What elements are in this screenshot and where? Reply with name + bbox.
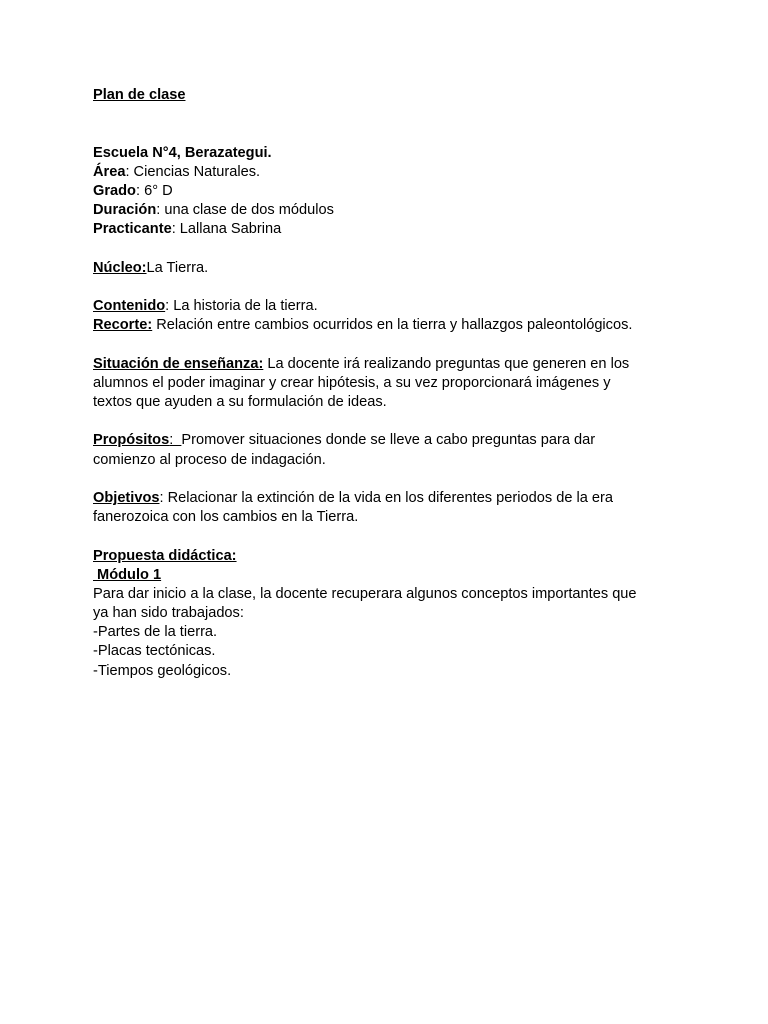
recorte-line xyxy=(93,316,693,335)
propositos-line-2 xyxy=(93,451,693,470)
duracion-label: Duración xyxy=(93,202,157,219)
duracion-value: : una clase de dos módulos xyxy=(156,202,334,219)
propositos-text-1: Promover situaciones donde se lleve a cabo preguntas para dar xyxy=(181,432,596,449)
situacion-text-1: La docente irá realizando preguntas que generen en los xyxy=(263,355,630,372)
propositos-label: Propósitos xyxy=(93,432,170,449)
area-line xyxy=(93,163,693,182)
propositos-line-1 xyxy=(93,431,693,450)
spacer xyxy=(93,412,693,431)
area-label: Área xyxy=(93,163,126,180)
school-name: Escuela N°4, Berazategui. xyxy=(93,144,272,161)
contenido-line xyxy=(93,297,693,316)
situacion-line-3 xyxy=(93,393,693,412)
situacion-label: Situación de enseñanza: xyxy=(93,355,264,372)
propuesta-text-1: Para dar inicio a la clase, la docente recuperara algunos conceptos importantes que xyxy=(93,585,637,602)
list-item xyxy=(93,623,693,642)
practicante-line xyxy=(93,220,693,239)
nucleo-label: Núcleo: xyxy=(93,259,147,276)
list-item xyxy=(93,642,693,661)
recorte-value: Relación entre cambios ocurridos en la tierra y hallazgos paleontológicos. xyxy=(152,317,633,334)
modulo-title: Módulo 1 xyxy=(93,566,162,583)
situacion-text-3: textos que ayuden a su formulación de ideas. xyxy=(93,394,387,411)
propositos-text-2: comienzo al proceso de indagación. xyxy=(93,451,326,468)
spacer xyxy=(93,278,693,297)
list-item-text: -Partes de la tierra. xyxy=(93,624,218,641)
doc-title: Plan de clase xyxy=(93,87,186,103)
practicante-value: : Lallana Sabrina xyxy=(171,221,282,238)
propositos-sep: : xyxy=(169,432,182,449)
situacion-line-1 xyxy=(93,355,693,374)
grado-value: : 6° D xyxy=(135,182,173,199)
propuesta-line xyxy=(93,547,693,566)
grado-line xyxy=(93,182,693,201)
situacion-text-2: alumnos el poder imaginar y crear hipótesis, a su vez proporcionará imágenes y xyxy=(93,374,611,391)
situacion-line-2 xyxy=(93,374,693,393)
objetivos-line-2 xyxy=(93,508,693,527)
modulo-line xyxy=(93,566,693,585)
contenido-value: : La historia de la tierra. xyxy=(165,298,318,315)
objetivos-text-2: fanerozoica con los cambios en la Tierra. xyxy=(93,509,359,526)
objetivos-line-1 xyxy=(93,489,693,508)
nucleo-line xyxy=(93,259,693,278)
spacer xyxy=(93,470,693,489)
list-item-text: -Placas tectónicas. xyxy=(93,643,216,660)
grado-label: Grado xyxy=(93,182,136,199)
propuesta-text-2: ya han sido trabajados: xyxy=(93,605,244,622)
nucleo-value: La Tierra. xyxy=(146,259,209,276)
spacer xyxy=(93,240,693,259)
area-value: : Ciencias Naturales. xyxy=(125,163,261,180)
duracion-line xyxy=(93,201,693,220)
objetivos-text-1: : Relacionar la extinción de la vida en los diferentes periodos de la era xyxy=(159,489,613,506)
recorte-label: Recorte: xyxy=(93,317,153,334)
objetivos-label: Objetivos xyxy=(93,489,160,506)
contenido-label: Contenido xyxy=(93,298,166,315)
list-item-text: -Tiempos geológicos. xyxy=(93,662,232,679)
propuesta-line-1 xyxy=(93,585,693,604)
spacer xyxy=(93,527,693,546)
document-page xyxy=(93,86,693,681)
list-item xyxy=(93,662,693,681)
school-line xyxy=(93,144,693,163)
propuesta-label: Propuesta didáctica: xyxy=(93,547,237,564)
doc-title-line xyxy=(93,86,693,105)
propuesta-line-2 xyxy=(93,604,693,623)
spacer xyxy=(93,335,693,354)
practicante-label: Practicante xyxy=(93,221,172,238)
spacer xyxy=(93,105,693,143)
